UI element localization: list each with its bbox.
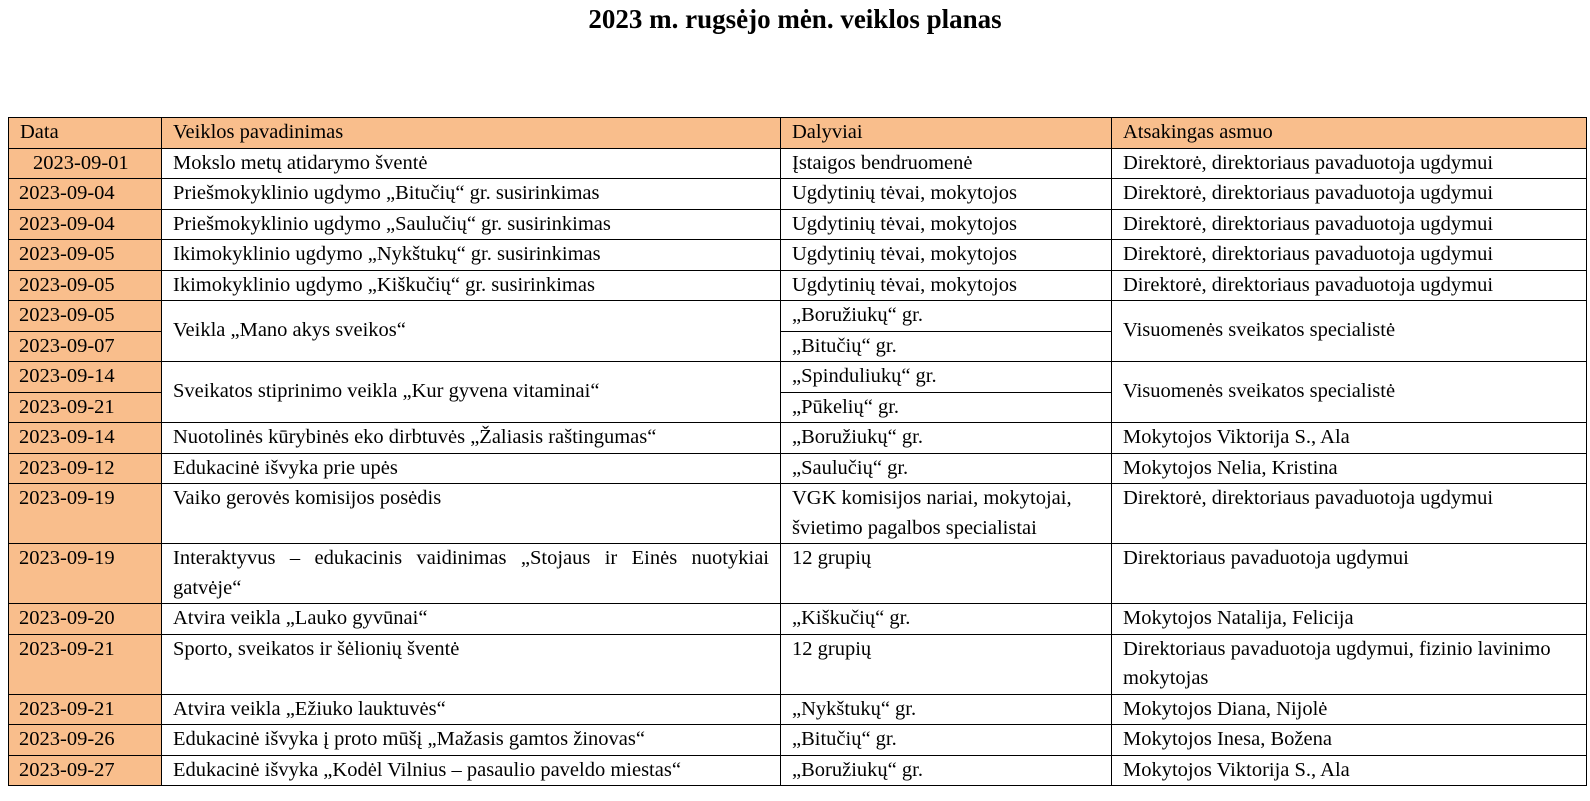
table-row: [9, 301, 1587, 332]
row-responsible: Direktoriaus pavaduotoja ugdymui: [1112, 544, 1587, 604]
header-date: Data: [9, 118, 162, 149]
row-responsible: Direktorė, direktoriaus pavaduotoja ugdymui: [1112, 270, 1587, 301]
row-activity: Edukacinė išvyka prie upės: [162, 453, 781, 484]
table-row: [9, 270, 1587, 301]
row-responsible: Direktorė, direktoriaus pavaduotoja ugdymui: [1112, 179, 1587, 210]
table-row: [9, 694, 1587, 725]
row-responsible: Mokytojos Nelia, Kristina: [1112, 453, 1587, 484]
table-row: [9, 148, 1587, 179]
row-date: 2023-09-21: [9, 634, 162, 694]
table-row: [9, 453, 1587, 484]
row-participants: Ugdytinių tėvai, mokytojos: [781, 240, 1112, 271]
row-activity: Ikimokyklinio ugdymo „Kiškučių“ gr. susirinkimas: [162, 270, 781, 301]
row-activity: Mokslo metų atidarymo šventė: [162, 148, 781, 179]
row-responsible: Direktorė, direktoriaus pavaduotoja ugdymui: [1112, 240, 1587, 271]
row-participants: Įstaigos bendruomenė: [781, 148, 1112, 179]
row-activity: Atvira veikla „Lauko gyvūnai“: [162, 604, 781, 635]
row-participants: „Spinduliukų“ gr.: [781, 362, 1112, 393]
row-activity: Vaiko gerovės komisijos posėdis: [162, 484, 781, 544]
header-participants: Dalyviai: [781, 118, 1112, 149]
row-responsible: Direktorė, direktoriaus pavaduotoja ugdymui: [1112, 209, 1587, 240]
row-date: 2023-09-27: [9, 755, 162, 786]
row-responsible: Visuomenės sveikatos specialistė: [1112, 301, 1587, 362]
header-activity: Veiklos pavadinimas: [162, 118, 781, 149]
table-row: [9, 634, 1587, 694]
table-row: [9, 179, 1587, 210]
row-date: 2023-09-14: [9, 423, 162, 454]
row-participants: „Bitučių“ gr.: [781, 331, 1112, 362]
row-date: 2023-09-20: [9, 604, 162, 635]
row-activity: Priešmokyklinio ugdymo „Bitučių“ gr. susirinkimas: [162, 179, 781, 210]
row-participants: „Kiškučių“ gr.: [781, 604, 1112, 635]
row-date: 2023-09-05: [9, 301, 162, 332]
row-activity: Priešmokyklinio ugdymo „Saulučių“ gr. susirinkimas: [162, 209, 781, 240]
row-participants: „Saulučių“ gr.: [781, 453, 1112, 484]
row-participants: „Bitučių“ gr.: [781, 725, 1112, 756]
row-date: 2023-09-04: [9, 179, 162, 210]
row-activity: Edukacinė išvyka „Kodėl Vilnius – pasaulio paveldo miestas“: [162, 755, 781, 786]
row-date: 2023-09-19: [9, 544, 162, 604]
table-row: [9, 755, 1587, 786]
row-participants: Ugdytinių tėvai, mokytojos: [781, 270, 1112, 301]
activity-plan-table: [8, 117, 1587, 786]
row-participants: „Nykštukų“ gr.: [781, 694, 1112, 725]
row-date: 2023-09-14: [9, 362, 162, 393]
row-activity: Atvira veikla „Ežiuko lauktuvės“: [162, 694, 781, 725]
table-row: [9, 423, 1587, 454]
document-title: 2023 m. rugsėjo mėn. veiklos planas: [588, 4, 1002, 34]
table-header-row: [9, 118, 1587, 149]
row-activity: Sporto, sveikatos ir šėlionių šventė: [162, 634, 781, 694]
row-responsible: Mokytojos Viktorija S., Ala: [1112, 423, 1587, 454]
row-responsible: Direktorė, direktoriaus pavaduotoja ugdymui: [1112, 148, 1587, 179]
row-activity: Edukacinė išvyka į proto mūšį „Mažasis gamtos žinovas“: [162, 725, 781, 756]
row-participants: „Boružiukų“ gr.: [781, 423, 1112, 454]
row-participants: Ugdytinių tėvai, mokytojos: [781, 209, 1112, 240]
row-date: 2023-09-19: [9, 484, 162, 544]
header-responsible: Atsakingas asmuo: [1112, 118, 1587, 149]
row-activity: Interaktyvus – edukacinis vaidinimas „Stojaus ir Einės nuotykiai gatvėje“: [162, 544, 781, 604]
row-date: 2023-09-21: [9, 392, 162, 423]
row-activity: Nuotolinės kūrybinės eko dirbtuvės „Žaliasis raštingumas“: [162, 423, 781, 454]
row-date: 2023-09-12: [9, 453, 162, 484]
table-row: [9, 725, 1587, 756]
row-date: 2023-09-21: [9, 694, 162, 725]
row-date: 2023-09-07: [9, 331, 162, 362]
row-participants: „Boružiukų“ gr.: [781, 301, 1112, 332]
row-activity: Sveikatos stiprinimo veikla „Kur gyvena vitaminai“: [162, 362, 781, 423]
row-date: 2023-09-04: [9, 209, 162, 240]
row-participants: „Boružiukų“ gr.: [781, 755, 1112, 786]
row-participants: VGK komisijos nariai, mokytojai, švietimo pagalbos specialistai: [781, 484, 1112, 544]
row-participants: 12 grupių: [781, 544, 1112, 604]
row-responsible: Visuomenės sveikatos specialistė: [1112, 362, 1587, 423]
table-row: [9, 209, 1587, 240]
table-row: [9, 240, 1587, 271]
row-date: 2023-09-05: [9, 270, 162, 301]
row-responsible: Mokytojos Natalija, Felicija: [1112, 604, 1587, 635]
table-row: [9, 544, 1587, 604]
row-date: 2023-09-05: [9, 240, 162, 271]
row-responsible: Direktoriaus pavaduotoja ugdymui, fizinio lavinimo mokytojas: [1112, 634, 1587, 694]
row-responsible: Mokytojos Inesa, Božena: [1112, 725, 1587, 756]
table-row: [9, 604, 1587, 635]
row-activity: Ikimokyklinio ugdymo „Nykštukų“ gr. susirinkimas: [162, 240, 781, 271]
row-date: 2023-09-01: [9, 148, 162, 179]
row-participants: Ugdytinių tėvai, mokytojos: [781, 179, 1112, 210]
row-participants: 12 grupių: [781, 634, 1112, 694]
row-responsible: Mokytojos Diana, Nijolė: [1112, 694, 1587, 725]
row-responsible: Mokytojos Viktorija S., Ala: [1112, 755, 1587, 786]
table-row: [9, 362, 1587, 393]
table-row: [9, 484, 1587, 544]
row-participants: „Pūkelių“ gr.: [781, 392, 1112, 423]
row-responsible: Direktorė, direktoriaus pavaduotoja ugdymui: [1112, 484, 1587, 544]
row-date: 2023-09-26: [9, 725, 162, 756]
row-activity: Veikla „Mano akys sveikos“: [162, 301, 781, 362]
